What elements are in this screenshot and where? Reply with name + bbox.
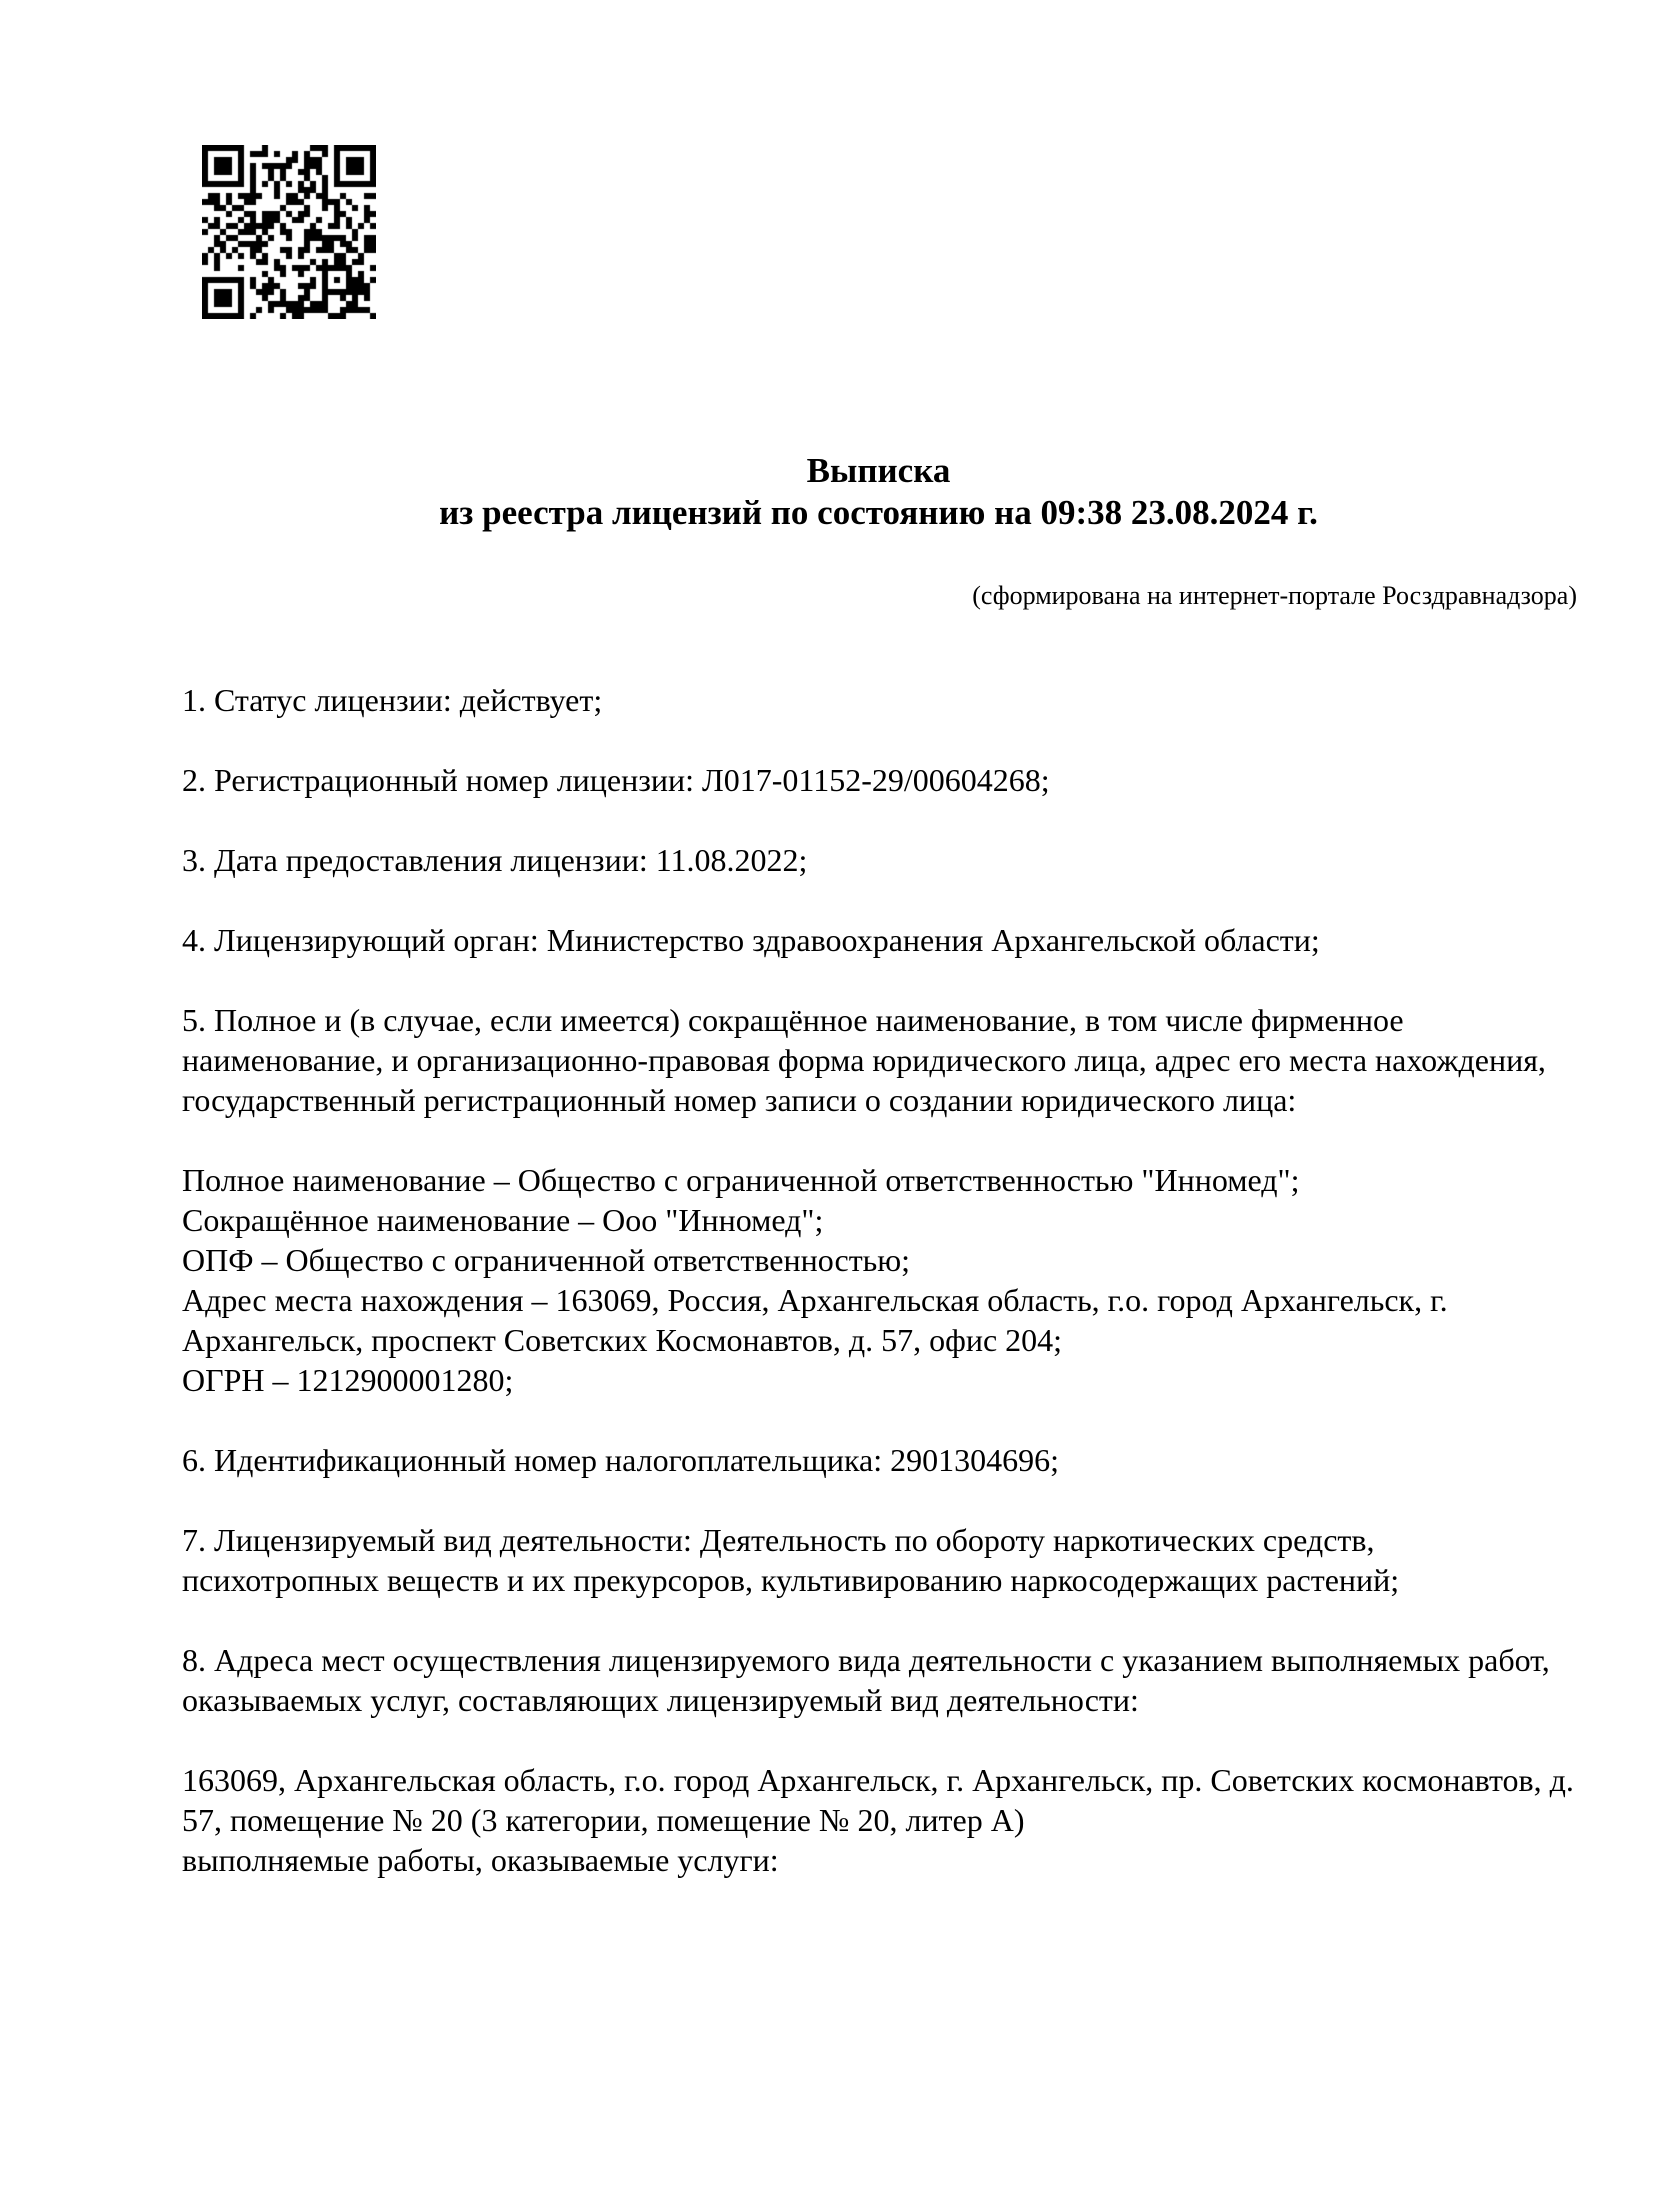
item-3-grant-date: 3. Дата предоставления лицензии: 11.08.2022; xyxy=(182,842,808,878)
org-full-name: Полное наименование – Общество с ограниченной ответственностью "Инномед"; xyxy=(182,1162,1300,1198)
item-4-licensing-authority: 4. Лицензирующий орган: Министерство здравоохранения Архангельской области; xyxy=(182,922,1320,958)
item-7-licensed-activity: 7. Лицензируемый вид деятельности: Деятельность по обороту наркотических средств, психотропных веществ и их прекурсоров, культивированию наркосодержащих растений; xyxy=(182,1522,1400,1598)
org-short-name: Сокращённое наименование – Ооо "Инномед"; xyxy=(182,1202,824,1238)
item-8-addresses-heading: 8. Адреса мест осуществления лицензируемого вида деятельности с указанием выполняемых работ, оказываемых услуг, составляющих лицензируемый вид деятельности: xyxy=(182,1642,1550,1718)
org-legal-form: ОПФ – Общество с ограниченной ответственностью; xyxy=(182,1242,911,1278)
item-1-license-status: 1. Статус лицензии: действует; xyxy=(182,682,603,718)
activity-address-block xyxy=(182,1760,1579,1880)
org-ogrn: ОГРН – 1212900001280; xyxy=(182,1362,514,1398)
document-subtitle: (сформирована на интернет-портале Росздравнадзора) xyxy=(972,581,1577,610)
qr-code xyxy=(202,145,376,319)
document-title xyxy=(180,450,1577,534)
document-body xyxy=(182,680,1579,1920)
document-title-line2: из реестра лицензий по состоянию на 09:38 23.08.2024 г. xyxy=(439,493,1318,532)
document-title-line1: Выписка xyxy=(806,451,951,490)
item-2-registration-number: 2. Регистрационный номер лицензии: Л017-01152-29/00604268; xyxy=(182,762,1050,798)
activity-address: 163069, Архангельская область, г.о. город Архангельск, г. Архангельск, пр. Советских космонавтов, д. 57, помещение № 20 (3 категории, помещение № 20, литер А) xyxy=(182,1762,1574,1838)
org-address: Адрес места нахождения – 163069, Россия, Архангельская область, г.о. город Архангельск, г. Архангельск, проспект Советских Космонавтов, д. 57, офис 204; xyxy=(182,1282,1448,1358)
works-services-label: выполняемые работы, оказываемые услуги: xyxy=(182,1842,779,1878)
org-details-block xyxy=(182,1160,1579,1400)
item-6-taxpayer-number: 6. Идентификационный номер налогоплательщика: 2901304696; xyxy=(182,1442,1059,1478)
item-5-org-info-heading: 5. Полное и (в случае, если имеется) сокращённое наименование, в том числе фирменное наименование, и организационно-правовая форма юридического лица, адрес его места нахождения, государственный регистрационный номер записи о создании юридического лица: xyxy=(182,1002,1546,1118)
